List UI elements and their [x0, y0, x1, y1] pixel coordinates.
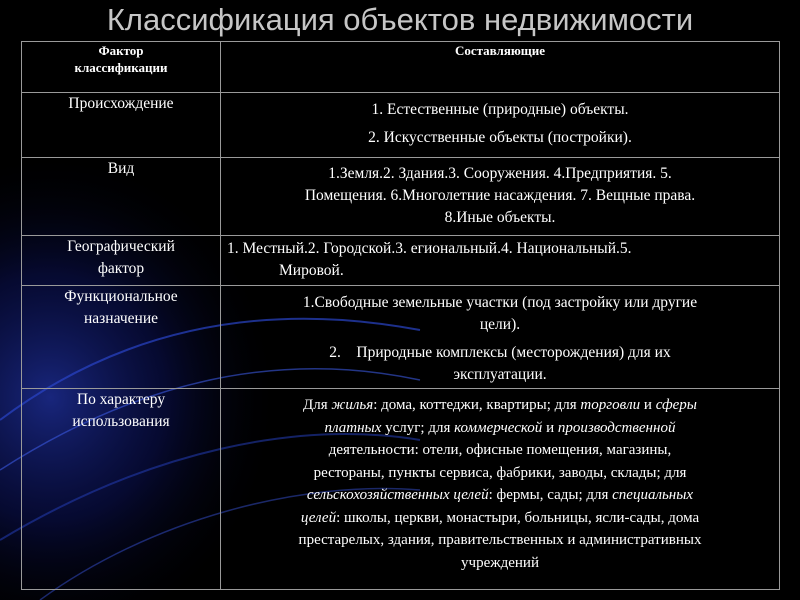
header-factor	[22, 42, 221, 93]
factor-label: Происхождение	[68, 95, 174, 112]
component-line: Помещения. 6.Многолетние насаждения. 7. Вещные права.	[304, 187, 696, 204]
components-cell	[221, 286, 780, 389]
usage-text: : фермы, сады; для	[488, 487, 613, 503]
component-line: цели).	[479, 316, 521, 333]
factor-cell	[22, 286, 221, 389]
usage-line: деятельности: отели, офисные помещения, магазины,	[328, 442, 672, 458]
factor-cell	[22, 236, 221, 286]
page-title: Классификация объектов недвижимости	[106, 2, 694, 37]
usage-emphasis: сельскохозяйственных целей	[306, 487, 489, 503]
components-cell	[221, 158, 780, 236]
header-factor-line: Фактор	[98, 43, 144, 58]
table-row	[22, 236, 780, 286]
component-line: 8.Иные объекты.	[444, 209, 556, 226]
usage-emphasis: целей	[300, 509, 337, 526]
usage-line: престарелых, здания, правительственных и административных	[298, 532, 702, 548]
usage-emphasis: производственной	[557, 419, 676, 436]
component-line: 2. Природные комплексы (месторождения) для их	[329, 344, 671, 361]
table-row	[22, 389, 780, 590]
header-components: Составляющие	[221, 42, 780, 93]
component-line: 1. Местный.2. Городской.3. егиональный.4. Национальный.5.	[227, 240, 632, 257]
factor-label: использования	[72, 413, 170, 430]
usage-line	[221, 394, 779, 417]
factor-label: Вид	[107, 160, 135, 177]
usage-line: учреждений	[461, 554, 539, 571]
factor-cell	[22, 389, 221, 590]
factor-label: По характеру	[76, 391, 166, 408]
usage-line: рестораны, пункты сервиса, фабрики, заводы, склады; для	[313, 464, 687, 481]
usage-emphasis: сферы	[655, 397, 697, 413]
usage-line	[221, 417, 779, 440]
usage-text: Для	[303, 397, 332, 413]
component-line: 1. Естественные (природные) объекты.	[371, 101, 629, 118]
usage-text: и	[640, 397, 656, 413]
components-cell	[221, 93, 780, 158]
component-line: 1.Земля.2. Здания.3. Сооружения. 4.Предприятия. 5.	[328, 165, 672, 182]
usage-emphasis: коммерческой	[454, 419, 543, 436]
factor-label: Географический	[67, 238, 175, 255]
table-header-row	[22, 42, 780, 93]
classification-table	[21, 41, 780, 590]
table-row	[22, 286, 780, 389]
component-line: 1.Свободные земельные участки (под застройку или другие	[302, 294, 698, 311]
usage-line	[221, 484, 779, 507]
usage-line	[221, 507, 779, 530]
header-factor-line: классификации	[74, 60, 168, 75]
usage-emphasis: специальных	[612, 487, 694, 503]
component-line: Мировой.	[279, 262, 344, 279]
factor-cell	[22, 158, 221, 236]
components-cell	[221, 236, 780, 286]
component-line: 2. Искусственные объекты (постройки).	[368, 129, 632, 146]
factor-label: фактор	[97, 260, 145, 277]
components-cell	[221, 389, 780, 590]
component-line: эксплуатации.	[453, 366, 547, 383]
factor-label: назначение	[84, 310, 158, 327]
usage-emphasis: платных	[324, 419, 382, 436]
table-row	[22, 93, 780, 158]
usage-emphasis: торговли	[580, 397, 641, 413]
usage-text: услуг; для	[381, 419, 455, 436]
usage-text: : школы, церкви, монастыри, больницы, ясли-сады, дома	[336, 509, 700, 526]
usage-emphasis: жилья	[331, 397, 374, 413]
usage-text: и	[542, 419, 558, 436]
factor-label: Функциональное	[64, 288, 178, 305]
table-row	[22, 158, 780, 236]
factor-cell	[22, 93, 221, 158]
usage-text: : дома, коттеджи, квартиры; для	[373, 397, 581, 413]
